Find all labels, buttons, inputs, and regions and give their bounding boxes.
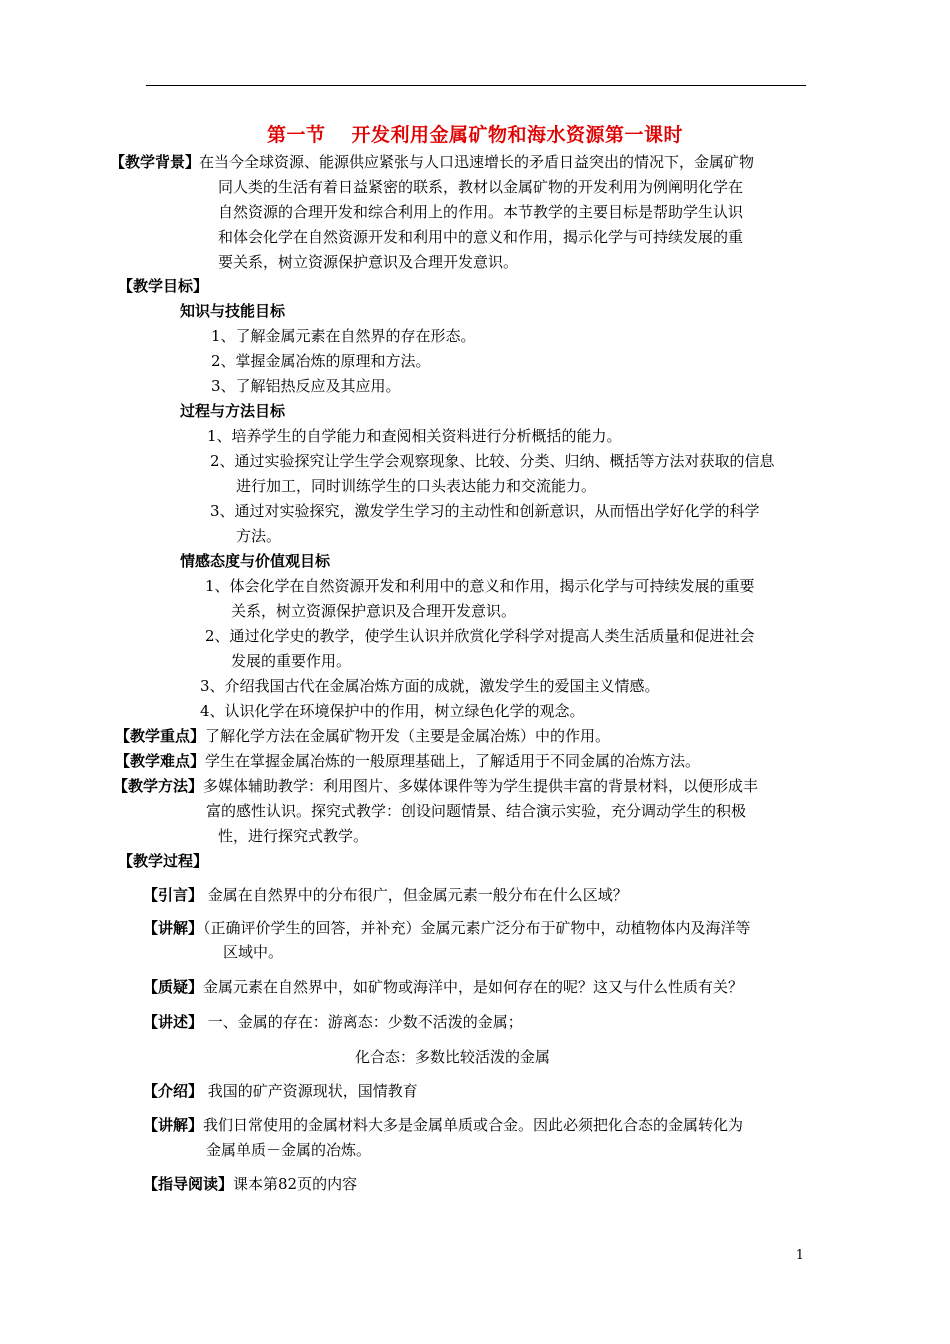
emotion-heading: 情感态度与价值观目标 <box>180 552 331 570</box>
key-point: 【教学重点】了解化学方法在金属矿物开发（主要是金属冶炼）中的作用。 <box>115 727 611 745</box>
title-prefix: 第一节 <box>266 124 326 146</box>
knowledge-heading: 知识与技能目标 <box>180 302 286 320</box>
method-line: 性，进行探究式教学。 <box>218 827 369 845</box>
knowledge-item: 3、了解铝热反应及其应用。 <box>211 377 401 395</box>
background-line: 同人类的生活有着日益紧密的联系，教材以金属矿物的开发利用为例阐明化学在 <box>218 178 744 196</box>
process-item: 2、通过实验探究让学生学会观察现象、比较、分类、归纳、概括等方法对获取的信息 <box>210 452 775 470</box>
process-item: 3、通过对实验探究，激发学生学习的主动性和创新意识，从而悟出学好化学的科学 <box>210 502 760 520</box>
step-reading: 【指导阅读】课本第82页的内容 <box>143 1175 358 1193</box>
method-first-line: 【教学方法】多媒体辅助教学：利用图片、多媒体课件等为学生提供丰富的背景材料，以便形成丰 <box>113 777 759 795</box>
emotion-item: 1、体会化学在自然资源开发和利用中的意义和作用，揭示化学与可持续发展的重要 <box>205 577 755 595</box>
process-section-heading: 【教学过程】 <box>118 852 209 870</box>
page-number: 1 <box>795 1248 804 1263</box>
process-item: 进行加工，同时训练学生的口头表达能力和交流能力。 <box>236 477 597 495</box>
background-line: 和体会化学在自然资源开发和利用中的意义和作用，揭示化学与可持续发展的重 <box>218 228 744 246</box>
title-main: 开发利用金属矿物和海水资源第一课时 <box>351 124 684 146</box>
method-line: 富的感性认识。探究式教学：创设问题情景、结合演示实验，充分调动学生的积极 <box>206 802 747 820</box>
emotion-item: 发展的重要作用。 <box>231 652 352 670</box>
difficulty: 【教学难点】学生在掌握金属冶炼的一般原理基础上，了解适用于不同金属的冶炼方法。 <box>115 752 701 770</box>
header-rule <box>146 85 806 86</box>
step-narrate-cont: 化合态：多数比较活泼的金属 <box>355 1048 551 1066</box>
process-item: 方法。 <box>236 527 282 545</box>
emotion-item: 2、通过化学史的教学，使学生认识并欣赏化学科学对提高人类生活质量和促进社会 <box>205 627 755 645</box>
step-introduce: 【介绍】 我国的矿产资源现状，国情教育 <box>143 1082 418 1100</box>
background-line: 要关系，树立资源保护意识及合理开发意识。 <box>218 253 519 271</box>
knowledge-item: 2、掌握金属冶炼的原理和方法。 <box>211 352 431 370</box>
emotion-item: 4、认识化学在环境保护中的作用，树立绿色化学的观念。 <box>200 702 585 720</box>
emotion-item: 关系，树立资源保护意识及合理开发意识。 <box>231 602 517 620</box>
knowledge-item: 1、了解金属元素在自然界的存在形态。 <box>211 327 476 345</box>
step-intro: 【引言】 金属在自然界中的分布很广，但金属元素一般分布在什么区域？ <box>143 886 628 904</box>
process-heading: 过程与方法目标 <box>180 402 286 420</box>
step-narrate: 【讲述】 一、金属的存在：游离态：少数不活泼的金属； <box>143 1013 523 1031</box>
process-item: 1、培养学生的自学能力和查阅相关资料进行分析概括的能力。 <box>207 427 622 445</box>
emotion-item: 3、介绍我国古代在金属冶炼方面的成就，激发学生的爱国主义情感。 <box>200 677 660 695</box>
lesson-title <box>0 120 950 147</box>
background-label: 【教学背景】 <box>110 153 201 171</box>
step-explain-cont: 区域中。 <box>223 943 284 961</box>
step-explain-2: 【讲解】我们日常使用的金属材料大多是金属单质或合金。因此必须把化合态的金属转化为 <box>143 1116 744 1134</box>
background-line: 在当今全球资源、能源供应紧张与人口迅速增长的矛盾日益突出的情况下，金属矿物 <box>199 153 755 171</box>
step-question: 【质疑】金属元素在自然界中，如矿物或海洋中，是如何存在的呢？这又与什么性质有关？ <box>143 978 744 996</box>
goals-label: 【教学目标】 <box>118 277 209 295</box>
step-explain-2-cont: 金属单质－金属的冶炼。 <box>206 1141 372 1159</box>
step-explain: 【讲解】（正确评价学生的回答，并补充）金属元素广泛分布于矿物中，动植物体内及海洋等 <box>143 919 751 937</box>
background-line: 自然资源的合理开发和综合利用上的作用。本节教学的主要目标是帮助学生认识 <box>218 203 744 221</box>
